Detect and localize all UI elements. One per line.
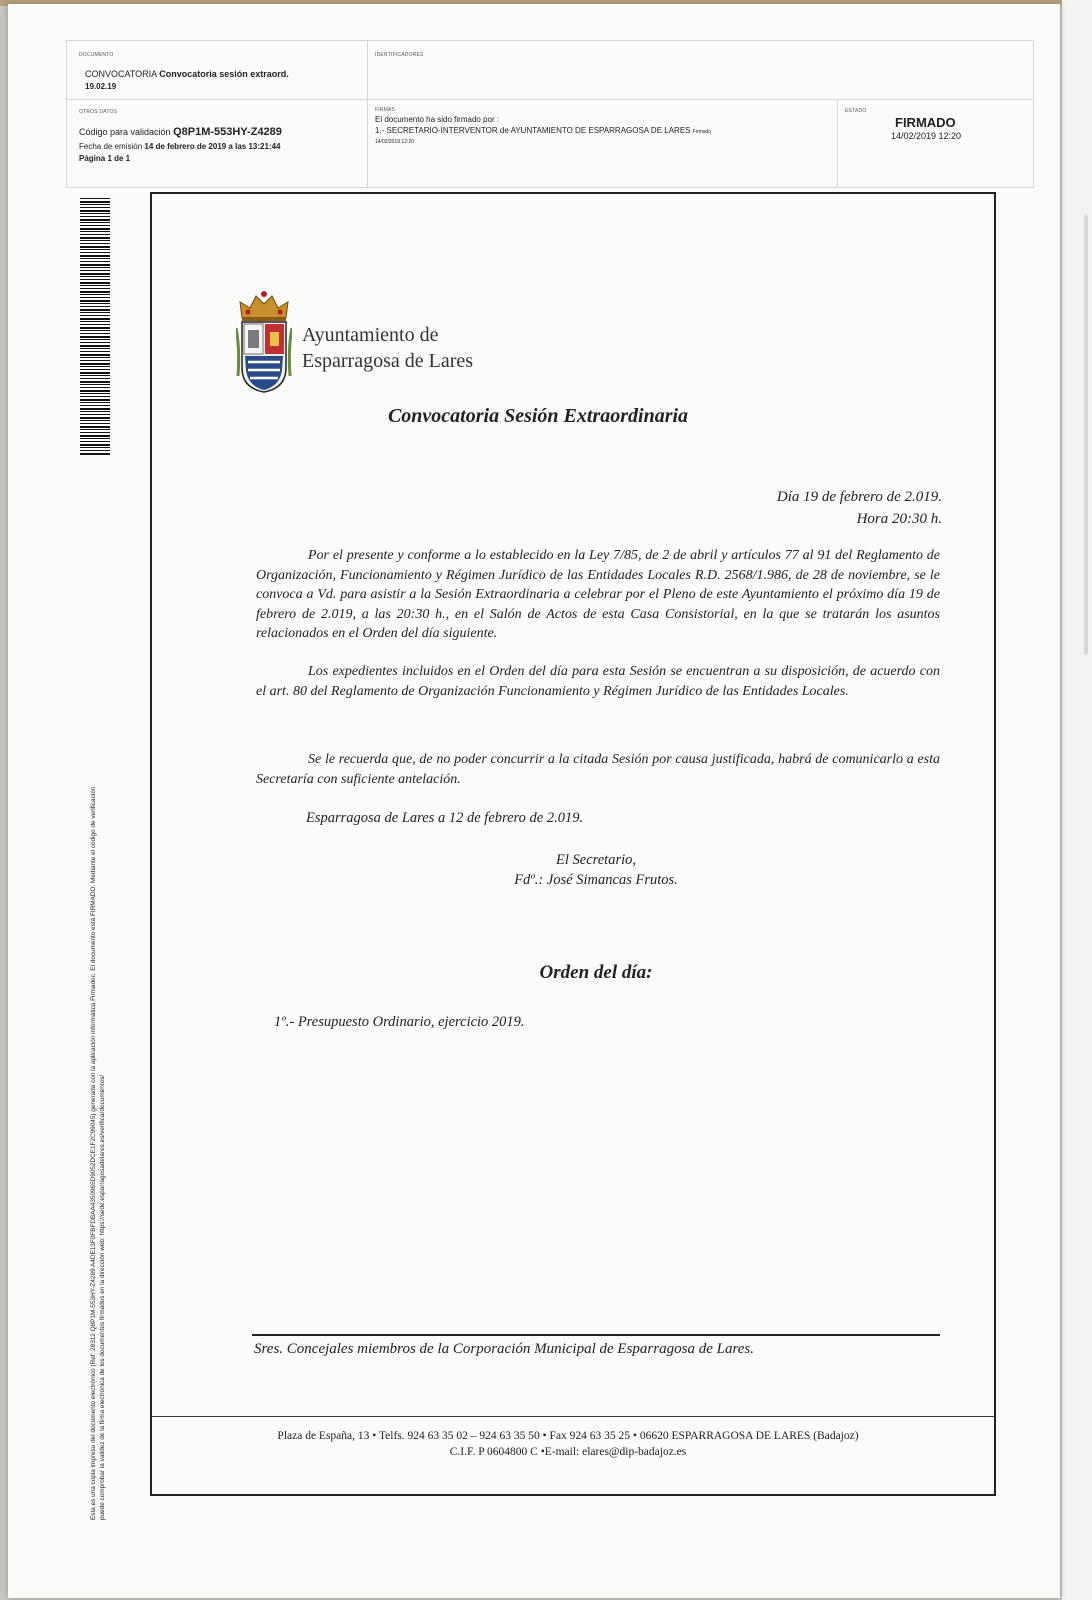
validation-code-value: Q8P1M-553HY-Z4289 xyxy=(173,126,282,138)
device-edge xyxy=(1084,215,1088,655)
validation-code xyxy=(79,126,282,138)
verification-line1: Esta es una copia impresa del documento electrónico (Ref: 28312 Q8P1M-553HY-Z4289 A4DE13F0FBFDBAA4350965D9052DCE1F2C99045) generada con la aplicación informática Firmadoc. El documento está FIRMADO. Mediante el código de verificación xyxy=(90,786,97,1520)
footer-line1: Plaza de España, 13 • Telfs. 924 63 35 02 – 924 63 35 50 • Fax 924 63 35 25 • 06620 ESPARRAGOSA DE LARES (Badajoz) xyxy=(277,1430,859,1442)
document-title xyxy=(0,405,1092,428)
estado-cell xyxy=(837,99,1033,187)
document-title-text: Convocatoria Sesión Extraordinaria xyxy=(387,405,689,427)
documento-date: 19.02.19 xyxy=(85,82,117,91)
emission-date xyxy=(79,142,280,151)
signature-name: Fdº.: José Simancas Frutos. xyxy=(514,872,678,888)
orden-title xyxy=(0,962,1092,984)
identificadores-cell xyxy=(367,41,1033,99)
documento-type-text: CONVOCATORIA xyxy=(85,69,157,79)
emission-date-value: 14 de febrero de 2019 a las 13:21:44 xyxy=(144,142,281,151)
paragraph-expedientes: Los expedientes incluidos en el Orden del día para esta Sesión se encuentran a su disposición, de acuerdo con el art. 80 del Reglamento de Organización Funcionamiento y Régimen Jurídico de las Entidades Locales. xyxy=(256,664,940,699)
signature-header xyxy=(66,40,1034,188)
estado-tag: ESTADO xyxy=(845,108,867,114)
verification-line2: puede comprobar la validez de la firma electrónica de los documentos firmados en la dirección web: https://sede.esparragosadelares.es/verificardocumentos/ xyxy=(98,1074,106,1520)
photo-right-edge xyxy=(1062,0,1092,1600)
footer-address xyxy=(0,1428,1092,1460)
footer-divider xyxy=(152,1416,994,1417)
footer-line2: C.I.F. P 0604800 C •E-mail: elares@dip-badajoz.es xyxy=(449,1446,687,1458)
estado-date: 14/02/2019 12:20 xyxy=(891,131,962,141)
session-hour: Hora 20:30 h. xyxy=(856,511,942,527)
firmas-cell xyxy=(367,99,838,187)
addressee-rule xyxy=(252,1334,940,1336)
place-date: Esparragosa de Lares a 12 de febrero de 2.019. xyxy=(306,810,584,826)
signature-role: El Secretario, xyxy=(556,852,636,868)
firmas-line1: El documento ha sido firmado por : xyxy=(375,115,500,124)
coat-of-arms-icon xyxy=(236,288,292,394)
otros-datos-tag: OTROS DATOS xyxy=(79,109,118,115)
orden-title-text: Orden del día: xyxy=(539,962,653,983)
orden-item: 1º.- Presupuesto Ordinario, ejercicio 2019. xyxy=(274,1014,525,1030)
letterhead xyxy=(302,322,473,374)
documento-type xyxy=(85,69,289,79)
signer-role: 1.- SECRETARIO-INTERVENTOR xyxy=(375,126,498,135)
firmas-date: 14/02/2019 12:20 xyxy=(375,139,414,145)
signer-status: Firmado xyxy=(692,129,712,135)
emission-date-label: Fecha de emisión xyxy=(79,142,143,151)
identificadores-tag: IDENTIFICADORES xyxy=(375,52,424,58)
firmas-tag: FIRMAS xyxy=(375,107,396,113)
otros-datos-cell xyxy=(67,99,368,187)
firmas-line2 xyxy=(375,126,711,135)
addressee: Sres. Concejales miembros de la Corporación Municipal de Esparragosa de Lares. xyxy=(254,1341,754,1357)
session-day: Día 19 de febrero de 2.019. xyxy=(776,489,942,505)
letterhead-line2: Esparragosa de Lares xyxy=(302,350,474,372)
signature-block xyxy=(0,850,1092,890)
signer-entity: de AYUNTAMIENTO DE ESPARRAGOSA DE LARES xyxy=(499,126,691,135)
verification-side-text xyxy=(90,460,116,1520)
letterhead-line1: Ayuntamiento de xyxy=(302,324,439,346)
paragraph-convocation: Por el presente y conforme a lo establecido en la Ley 7/85, de 2 de abril y artículos 77 al 91 del Reglamento de Organización, Funcionamiento y Régimen Jurídico de las Entidades Locales R.D. 2568/1.986, de 28 de noviembre, se le convoca a Vd. para asistir a la Sesión Extraordinaria a celebrar por el Pleno de este Ayuntamiento el próximo día 19 de febrero de 2.019, a las 20:30 h., en el Salón de Actos de esta Casa Consistorial, en la que se tratarán los asuntos relacionados en el Orden del día siguiente. xyxy=(256,548,940,641)
documento-name: Convocatoria sesión extraord. xyxy=(159,69,289,79)
paragraph-reminder: Se le recuerda que, de no poder concurrir a la citada Sesión por causa justificada, habrá de comunicarlo a esta Secretaría con suficiente antelación. xyxy=(256,752,940,787)
session-date xyxy=(777,486,942,530)
estado-status: FIRMADO xyxy=(895,115,956,130)
documento-cell xyxy=(67,41,368,99)
page-count: Página 1 de 1 xyxy=(79,154,131,163)
documento-tag: DOCUMENTO xyxy=(79,52,114,58)
validation-code-label: Código para validación xyxy=(79,127,171,137)
